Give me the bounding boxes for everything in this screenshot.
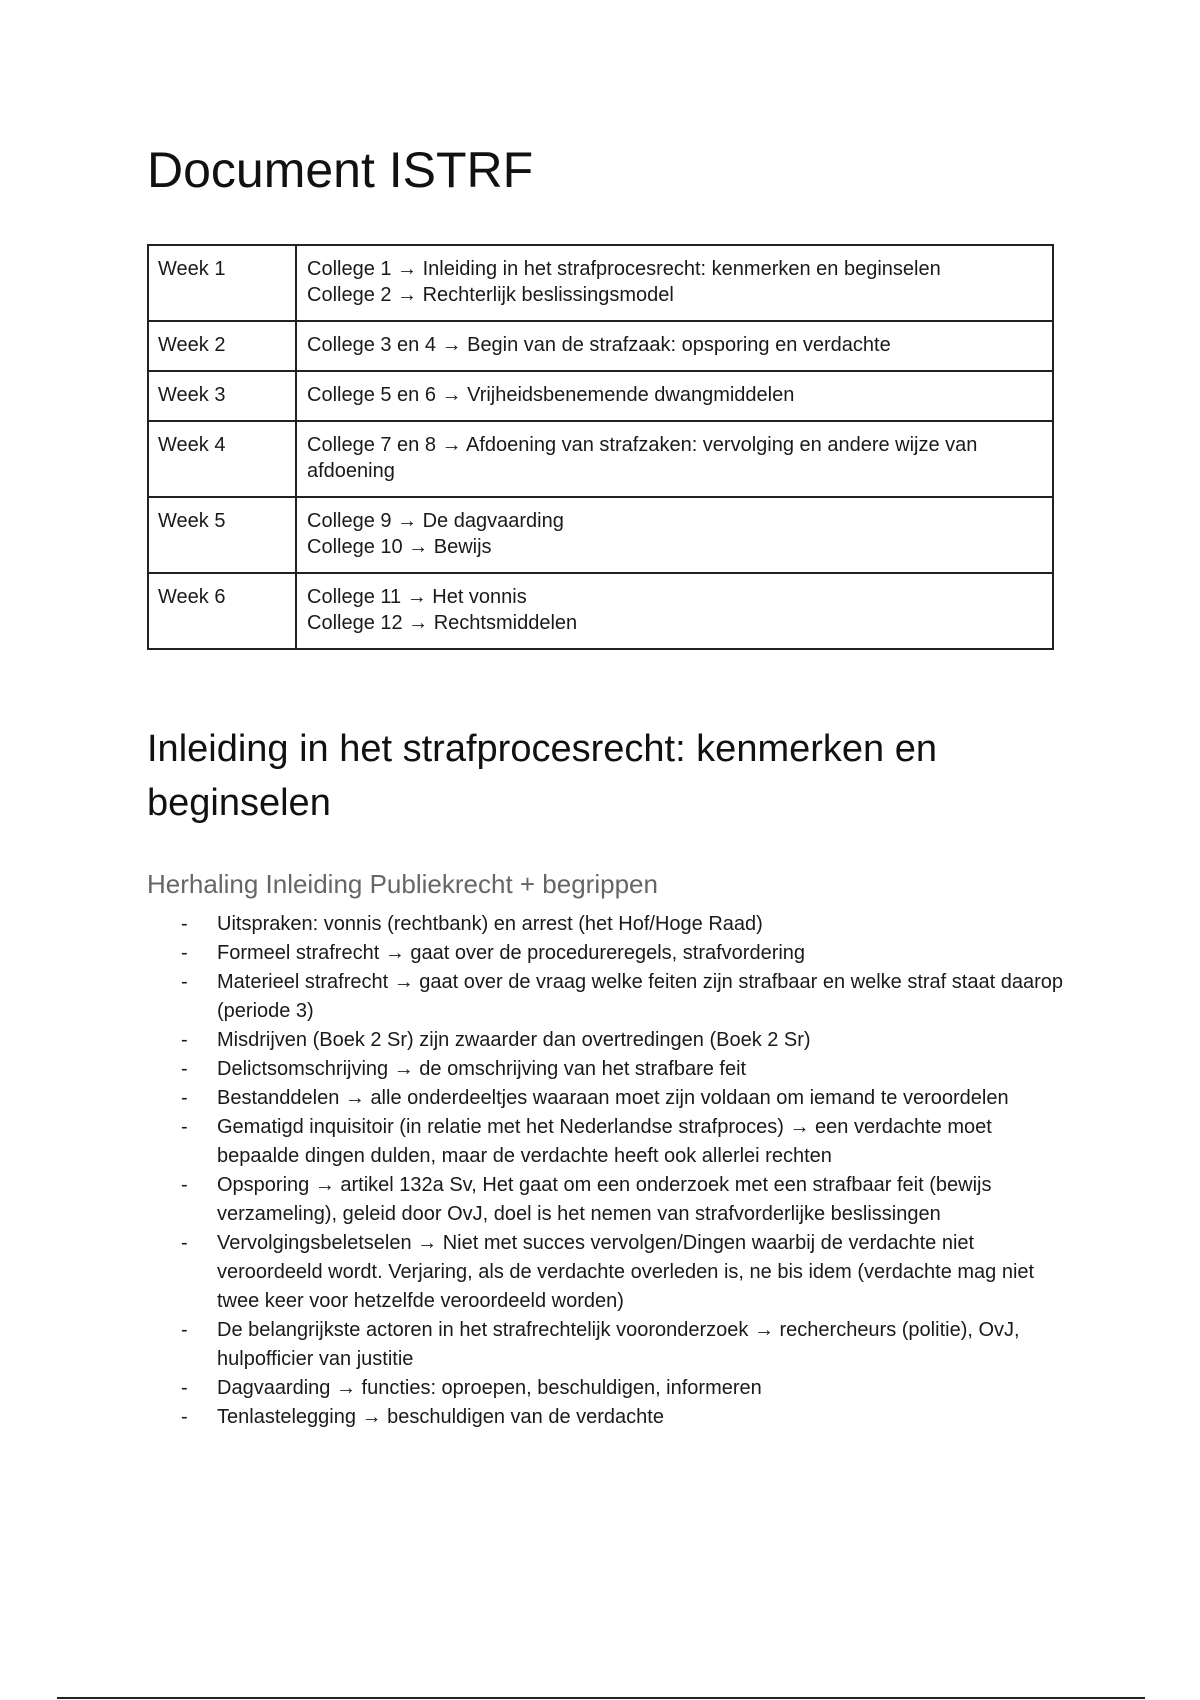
list-item bbox=[181, 1084, 1067, 1113]
week-content bbox=[296, 497, 1053, 573]
list-item-text: Tenlastelegging → beschuldigen van de verdachte bbox=[217, 1406, 664, 1428]
bullet-marker: - bbox=[181, 1232, 188, 1254]
bullet-marker: - bbox=[181, 1058, 188, 1080]
footer-divider bbox=[57, 1697, 1145, 1699]
college-line: College 12 → Rechtsmiddelen bbox=[307, 612, 578, 634]
bullet-marker: - bbox=[181, 1029, 188, 1051]
schedule-row bbox=[148, 573, 1053, 649]
week-content bbox=[296, 371, 1053, 421]
week-label: Week 3 bbox=[148, 371, 296, 421]
list-item-text: De belangrijkste actoren in het strafrechtelijk vooronderzoek → rechercheurs (politie), OvJ, hulpofficier van justitie bbox=[217, 1319, 1020, 1370]
college-line: College 5 en 6 → Vrijheidsbenemende dwangmiddelen bbox=[307, 384, 795, 406]
list-item-text: Uitspraken: vonnis (rechtbank) en arrest (het Hof/Hoge Raad) bbox=[217, 913, 763, 935]
list-item bbox=[181, 1316, 1067, 1374]
week-content bbox=[296, 245, 1053, 321]
college-line: College 7 en 8 → Afdoening van strafzaken: vervolging en andere wijze van afdoening bbox=[307, 434, 978, 482]
list-item-text: Misdrijven (Boek 2 Sr) zijn zwaarder dan overtredingen (Boek 2 Sr) bbox=[217, 1029, 811, 1051]
college-line: College 9 → De dagvaarding bbox=[307, 510, 564, 532]
list-item-text: Vervolgingsbeletselen → Niet met succes vervolgen/Dingen waarbij de verdachte niet veroordeeld wordt. Verjaring, als de verdachte overleden is, ne bis idem (verdachte mag niet twee keer voor hetzelfde veroordeeld worden) bbox=[217, 1232, 1035, 1312]
list-item bbox=[181, 1026, 1067, 1055]
list-item bbox=[181, 968, 1067, 1026]
bullet-marker: - bbox=[181, 1174, 188, 1196]
bullet-marker: - bbox=[181, 1377, 188, 1399]
bullet-list bbox=[147, 910, 1067, 1432]
college-line: College 1 → Inleiding in het strafprocesrecht: kenmerken en beginselen bbox=[307, 258, 941, 280]
college-line: College 3 en 4 → Begin van de strafzaak: opsporing en verdachte bbox=[307, 334, 891, 356]
list-item bbox=[181, 1113, 1067, 1171]
week-content bbox=[296, 421, 1053, 497]
document-page bbox=[147, 140, 1067, 1432]
list-item bbox=[181, 910, 1067, 939]
bullet-marker: - bbox=[181, 1116, 188, 1138]
list-item bbox=[181, 1229, 1067, 1316]
section-subheading: Herhaling Inleiding Publiekrecht + begrippen bbox=[147, 869, 658, 899]
schedule-row bbox=[148, 371, 1053, 421]
week-content bbox=[296, 321, 1053, 371]
week-label: Week 6 bbox=[148, 573, 296, 649]
list-item bbox=[181, 939, 1067, 968]
list-item bbox=[181, 1055, 1067, 1084]
schedule-row bbox=[148, 245, 1053, 321]
bullet-marker: - bbox=[181, 1319, 188, 1341]
list-item-text: Opsporing → artikel 132a Sv, Het gaat om een onderzoek met een strafbaar feit (bewijs verzameling), geleid door OvJ, doel is het nemen van strafvorderlijke beslissingen bbox=[217, 1174, 992, 1225]
schedule-row bbox=[148, 321, 1053, 371]
bullet-marker: - bbox=[181, 971, 188, 993]
bullet-marker: - bbox=[181, 1087, 188, 1109]
document-title: Document ISTRF bbox=[147, 142, 534, 198]
schedule-row bbox=[148, 497, 1053, 573]
list-item-text: Bestanddelen → alle onderdeeltjes waaraan moet zijn voldaan om iemand te veroordelen bbox=[217, 1087, 1009, 1109]
list-item-text: Dagvaarding → functies: oproepen, beschuldigen, informeren bbox=[217, 1377, 762, 1399]
college-line: College 2 → Rechterlijk beslissingsmodel bbox=[307, 284, 674, 306]
college-line: College 10 → Bewijs bbox=[307, 536, 492, 558]
list-item bbox=[181, 1403, 1067, 1432]
week-content bbox=[296, 573, 1053, 649]
week-label: Week 1 bbox=[148, 245, 296, 321]
bullet-marker: - bbox=[181, 913, 188, 935]
week-label: Week 4 bbox=[148, 421, 296, 497]
bullet-marker: - bbox=[181, 942, 188, 964]
week-label: Week 5 bbox=[148, 497, 296, 573]
week-label: Week 2 bbox=[148, 321, 296, 371]
list-item bbox=[181, 1171, 1067, 1229]
list-item-text: Formeel strafrecht → gaat over de procedureregels, strafvordering bbox=[217, 942, 806, 964]
schedule-table bbox=[147, 244, 1054, 650]
list-item-text: Materieel strafrecht → gaat over de vraag welke feiten zijn strafbaar en welke straf staat daarop (periode 3) bbox=[217, 971, 1063, 1022]
list-item-text: Delictsomschrijving → de omschrijving van het strafbare feit bbox=[217, 1058, 747, 1080]
schedule-row bbox=[148, 421, 1053, 497]
college-line: College 11 → Het vonnis bbox=[307, 586, 527, 608]
list-item-text: Gematigd inquisitoir (in relatie met het Nederlandse strafproces) → een verdachte moet bepaalde dingen dulden, maar de verdachte heeft ook allerlei rechten bbox=[217, 1116, 992, 1167]
list-item bbox=[181, 1374, 1067, 1403]
bullet-marker: - bbox=[181, 1406, 188, 1428]
section-heading: Inleiding in het strafprocesrecht: kenmerken en beginselen bbox=[147, 728, 937, 824]
